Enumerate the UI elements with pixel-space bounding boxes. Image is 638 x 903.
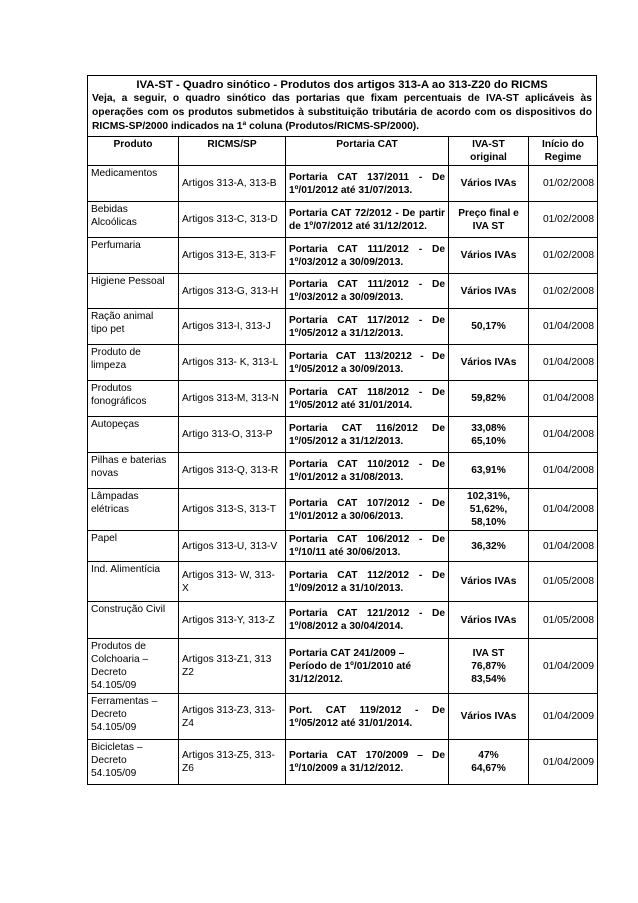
cell-produto: Bicicletas – Decreto 54.105/09 [88, 740, 179, 785]
cell-ricms: Artigos 313- W, 313- X [179, 562, 286, 602]
cell-produto: Construção Civil [88, 602, 179, 639]
table-row [88, 602, 598, 639]
table-row [88, 417, 598, 453]
cell-iva: Vários IVAs [449, 166, 529, 202]
cell-iva: 59,82% [449, 381, 529, 417]
cell-inicio: 01/04/2009 [529, 639, 598, 694]
cell-portaria: Portaria CAT 72/2012 - De partir de 1º/07/2012 até 31/12/2012. [286, 202, 449, 238]
cell-inicio: 01/04/2008 [529, 417, 598, 453]
cell-ricms: Artigos 313-M, 313-N [179, 381, 286, 417]
header-inicio: Início do Regime [529, 137, 598, 166]
cell-produto: Ração animal tipo pet [88, 309, 179, 345]
cell-inicio: 01/04/2008 [529, 309, 598, 345]
cell-produto: Bebidas Alcoólicas [88, 202, 179, 238]
table-row [88, 562, 598, 602]
document-header [87, 75, 597, 136]
cell-produto: Lâmpadas elétricas [88, 489, 179, 531]
table-row [88, 238, 598, 274]
cell-iva: Vários IVAs [449, 602, 529, 639]
cell-produto: Pilhas e baterias novas [88, 453, 179, 489]
cell-produto: Ferramentas – Decreto 54.105/09 [88, 694, 179, 740]
cell-portaria: Portaria CAT 113/20212 - De 1º/05/2012 a 30/09/2013. [286, 345, 449, 381]
cell-ricms: Artigos 313- K, 313-L [179, 345, 286, 381]
cell-ricms: Artigos 313-S, 313-T [179, 489, 286, 531]
cell-inicio: 01/02/2008 [529, 274, 598, 309]
cell-inicio: 01/04/2009 [529, 740, 598, 785]
cell-iva: 33,08% 65,10% [449, 417, 529, 453]
table-row [88, 202, 598, 238]
cell-portaria: Portaria CAT 111/2012 - De 1º/03/2012 a 30/09/2013. [286, 238, 449, 274]
cell-ricms: Artigos 313-U, 313-V [179, 531, 286, 562]
cell-inicio: 01/05/2008 [529, 562, 598, 602]
cell-portaria: Portaria CAT 121/2012 - De 1º/08/2012 a 30/04/2014. [286, 602, 449, 639]
cell-iva: Vários IVAs [449, 694, 529, 740]
header-produto: Produto [88, 137, 179, 166]
table-row [88, 453, 598, 489]
intro-paragraph: Veja, a seguir, o quadro sinótico das portarias que fixam percentuais de IVA-ST aplicáveis às operações com os produtos submetidos à substituição tributária de acordo com os dispositivos do RICMS-SP/2000 indicados na 1ª coluna (Produtos/RICMS-SP/2000). [92, 93, 592, 132]
cell-inicio: 01/05/2008 [529, 602, 598, 639]
cell-inicio: 01/04/2008 [529, 453, 598, 489]
cell-portaria: Portaria CAT 107/2012 - De 1º/01/2012 a 30/06/2013. [286, 489, 449, 531]
cell-ricms: Artigos 313-Z1, 313 Z2 [179, 639, 286, 694]
cell-iva: Vários IVAs [449, 562, 529, 602]
table-row [88, 309, 598, 345]
table-header-row [88, 137, 598, 166]
cell-portaria: Port. CAT 119/2012 - De 1º/05/2012 até 31/01/2014. [286, 694, 449, 740]
header-portaria: Portaria CAT [286, 137, 449, 166]
document [87, 75, 597, 785]
table-row [88, 166, 598, 202]
cell-inicio: 01/04/2008 [529, 489, 598, 531]
cell-inicio: 01/04/2008 [529, 531, 598, 562]
cell-inicio: 01/02/2008 [529, 238, 598, 274]
table-row [88, 381, 598, 417]
cell-portaria: Portaria CAT 117/2012 - De 1º/05/2012 a 31/12/2013. [286, 309, 449, 345]
cell-produto: Produto de limpeza [88, 345, 179, 381]
cell-iva: 102,31%, 51,62%, 58,10% [449, 489, 529, 531]
table-row [88, 694, 598, 740]
cell-produto: Perfumaria [88, 238, 179, 274]
table-row [88, 345, 598, 381]
cell-portaria: Portaria CAT 118/2012 - De 1º/05/2012 até 31/01/2014. [286, 381, 449, 417]
cell-iva: 36,32% [449, 531, 529, 562]
cell-ricms: Artigos 313-G, 313-H [179, 274, 286, 309]
table-row [88, 639, 598, 694]
cell-iva: Preço final e IVA ST [449, 202, 529, 238]
cell-inicio: 01/04/2008 [529, 345, 598, 381]
cell-produto: Medicamentos [88, 166, 179, 202]
cell-ricms: Artigos 313-Z3, 313- Z4 [179, 694, 286, 740]
header-iva: IVA-ST original [449, 137, 529, 166]
table-row [88, 274, 598, 309]
cell-portaria: Portaria CAT 111/2012 - De 1º/03/2012 a 30/09/2013. [286, 274, 449, 309]
cell-iva: 47% 64,67% [449, 740, 529, 785]
cell-inicio: 01/04/2008 [529, 381, 598, 417]
cell-portaria: Portaria CAT 241/2009 – Período de 1º/01/2010 até 31/12/2012. [286, 639, 449, 694]
cell-produto: Produtos fonográficos [88, 381, 179, 417]
cell-ricms: Artigos 313-E, 313-F [179, 238, 286, 274]
cell-portaria: Portaria CAT 112/2012 - De 1º/09/2012 a 31/10/2013. [286, 562, 449, 602]
cell-iva: IVA ST 76,87% 83,54% [449, 639, 529, 694]
cell-iva: 50,17% [449, 309, 529, 345]
cell-iva: 63,91% [449, 453, 529, 489]
cell-produto: Higiene Pessoal [88, 274, 179, 309]
cell-portaria: Portaria CAT 170/2009 – De 1º/10/2009 a 31/12/2012. [286, 740, 449, 785]
cell-produto: Papel [88, 531, 179, 562]
cell-produto: Autopeças [88, 417, 179, 453]
cell-ricms: Artigos 313-A, 313-B [179, 166, 286, 202]
table-row [88, 489, 598, 531]
cell-portaria: Portaria CAT 116/2012 De 1º/05/2012 a 31/12/2013. [286, 417, 449, 453]
document-title: IVA-ST - Quadro sinótico - Produtos dos artigos 313-A ao 313-Z20 do RICMS [136, 79, 548, 91]
summary-table [87, 136, 598, 785]
cell-produto: Ind. Alimentícia [88, 562, 179, 602]
cell-ricms: Artigos 313-I, 313-J [179, 309, 286, 345]
cell-portaria: Portaria CAT 110/2012 - De 1º/01/2012 a 31/08/2013. [286, 453, 449, 489]
cell-iva: Vários IVAs [449, 238, 529, 274]
cell-ricms: Artigos 313-C, 313-D [179, 202, 286, 238]
cell-iva: Vários IVAs [449, 274, 529, 309]
cell-ricms: Artigos 313-Y, 313-Z [179, 602, 286, 639]
cell-ricms: Artigos 313-Z5, 313- Z6 [179, 740, 286, 785]
cell-ricms: Artigos 313-Q, 313-R [179, 453, 286, 489]
cell-portaria: Portaria CAT 137/2011 - De 1º/01/2012 até 31/07/2013. [286, 166, 449, 202]
cell-inicio: 01/04/2009 [529, 694, 598, 740]
cell-iva: Vários IVAs [449, 345, 529, 381]
cell-portaria: Portaria CAT 106/2012 - De 1º/10/11 até 30/06/2013. [286, 531, 449, 562]
cell-inicio: 01/02/2008 [529, 202, 598, 238]
cell-ricms: Artigo 313-O, 313-P [179, 417, 286, 453]
header-ricms: RICMS/SP [179, 137, 286, 166]
cell-produto: Produtos de Colchoaria – Decreto 54.105/09 [88, 639, 179, 694]
table-row [88, 531, 598, 562]
table-row [88, 740, 598, 785]
cell-inicio: 01/02/2008 [529, 166, 598, 202]
